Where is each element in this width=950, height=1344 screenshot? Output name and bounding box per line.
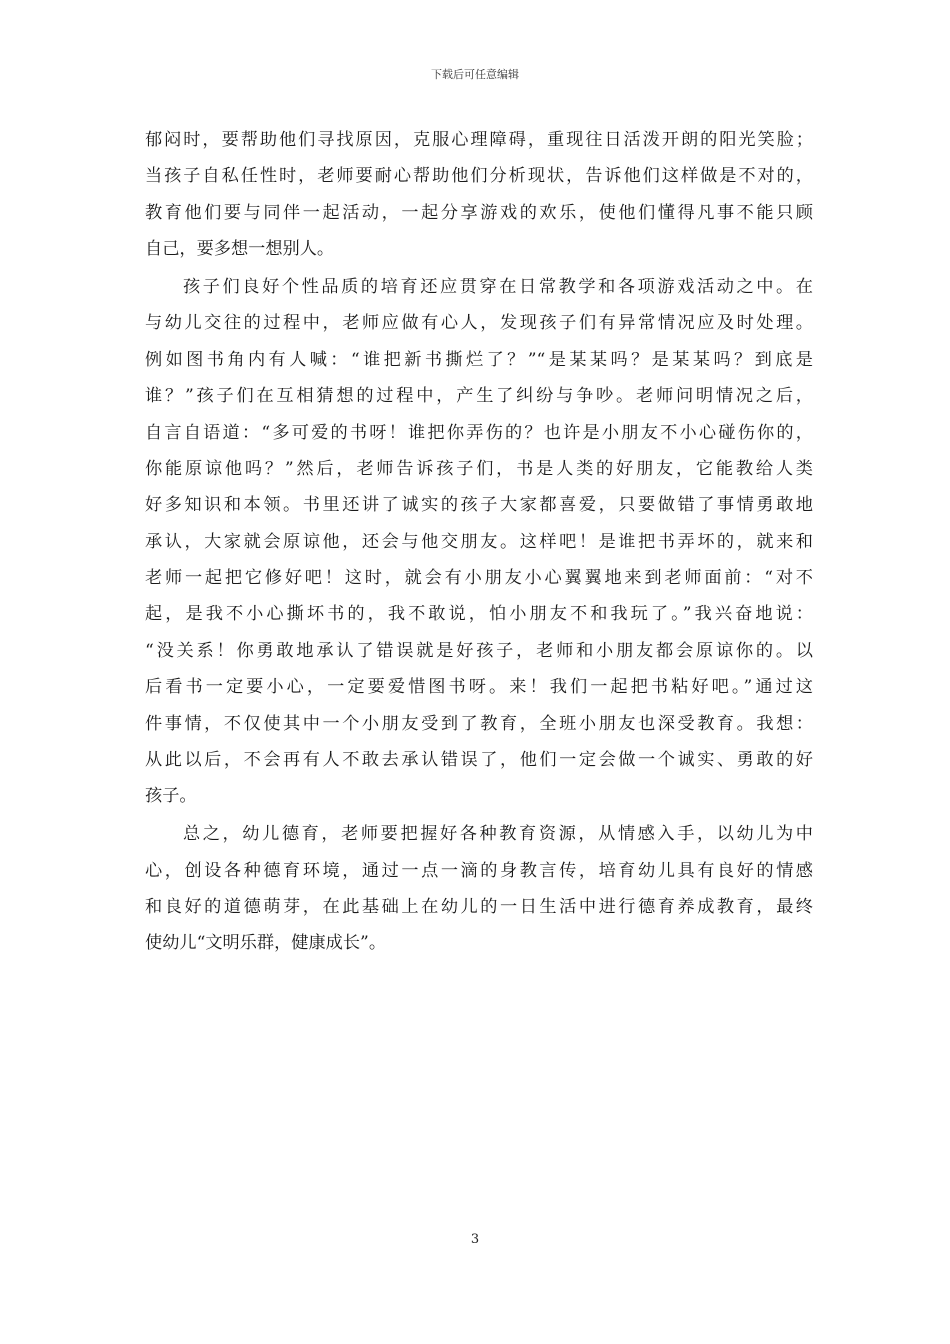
text-line: 与幼儿交往的过程中，老师应做有心人，发现孩子们有异常情况应及时处理。 [145, 313, 813, 334]
paragraph [145, 122, 813, 268]
text-line: 总之，幼儿德育，老师要把握好各种教育资源，从情感入手，以幼儿为中 [183, 824, 813, 845]
text-line: 谁？”孩子们在互相猜想的过程中，产生了纠纷与争吵。老师问明情况之后， [145, 386, 813, 407]
text-line: 好多知识和本领。书里还讲了诚实的孩子大家都喜爱，只要做错了事情勇敢地 [145, 495, 813, 516]
text-line: 从此以后，不会再有人不敢去承认错误了，他们一定会做一个诚实、勇敢的好 [145, 750, 813, 771]
paragraph [145, 816, 813, 962]
text-line: 孩子们良好个性品质的培育还应贯穿在日常教学和各项游戏活动之中。在 [183, 276, 813, 297]
text-line: 教育他们要与同伴一起活动，一起分享游戏的欢乐，使他们懂得凡事不能只顾 [145, 202, 813, 223]
page-header: 下载后可任意编辑 [431, 68, 519, 81]
text-line: 后看书一定要小心，一定要爱惜图书呀。来！我们一起把书粘好吧。”通过这 [145, 677, 813, 698]
text-line: 起，是我不小心撕坏书的，我不敢说，怕小朋友不和我玩了。”我兴奋地说： [145, 604, 813, 625]
text-line: 自己，要多想一想别人。 [145, 239, 335, 260]
text-line: 心，创设各种德育环境，通过一点一滴的身教言传，培育幼儿具有良好的情感 [145, 860, 813, 881]
text-line: 件事情，不仅使其中一个小朋友受到了教育，全班小朋友也深受教育。我想： [145, 713, 813, 734]
page-number: 3 [470, 1232, 480, 1247]
text-line: “没关系！你勇敢地承认了错误就是好孩子，老师和小朋友都会原谅你的。以 [145, 640, 813, 661]
text-line: 使幼儿“文明乐群，健康成长”。 [145, 933, 387, 954]
text-line: 自言自语道：“多可爱的书呀！谁把你弄伤的？也许是小朋友不小心碰伤你的， [145, 422, 813, 443]
text-line: 你能原谅他吗？”然后，老师告诉孩子们，书是人类的好朋友，它能教给人类 [145, 458, 813, 479]
text-line: 当孩子自私任性时，老师要耐心帮助他们分析现状，告诉他们这样做是不对的， [145, 166, 813, 187]
text-line: 例如图书角内有人喊：“谁把新书撕烂了？”“是某某吗？是某某吗？到底是 [145, 349, 813, 370]
text-line: 承认，大家就会原谅他，还会与他交朋友。这样吧！是谁把书弄坏的，就来和 [145, 531, 813, 552]
paragraph [145, 269, 813, 815]
text-line: 老师一起把它修好吧！这时，就会有小朋友小心翼翼地来到老师面前：“对不 [145, 568, 813, 589]
body-text [145, 122, 813, 962]
text-line: 和良好的道德萌芽，在此基础上在幼儿的一日生活中进行德育养成教育，最终 [145, 896, 813, 917]
text-line: 郁闷时，要帮助他们寻找原因，克服心理障碍，重现往日活泼开朗的阳光笑脸； [145, 130, 813, 150]
text-line: 孩子。 [145, 786, 197, 807]
